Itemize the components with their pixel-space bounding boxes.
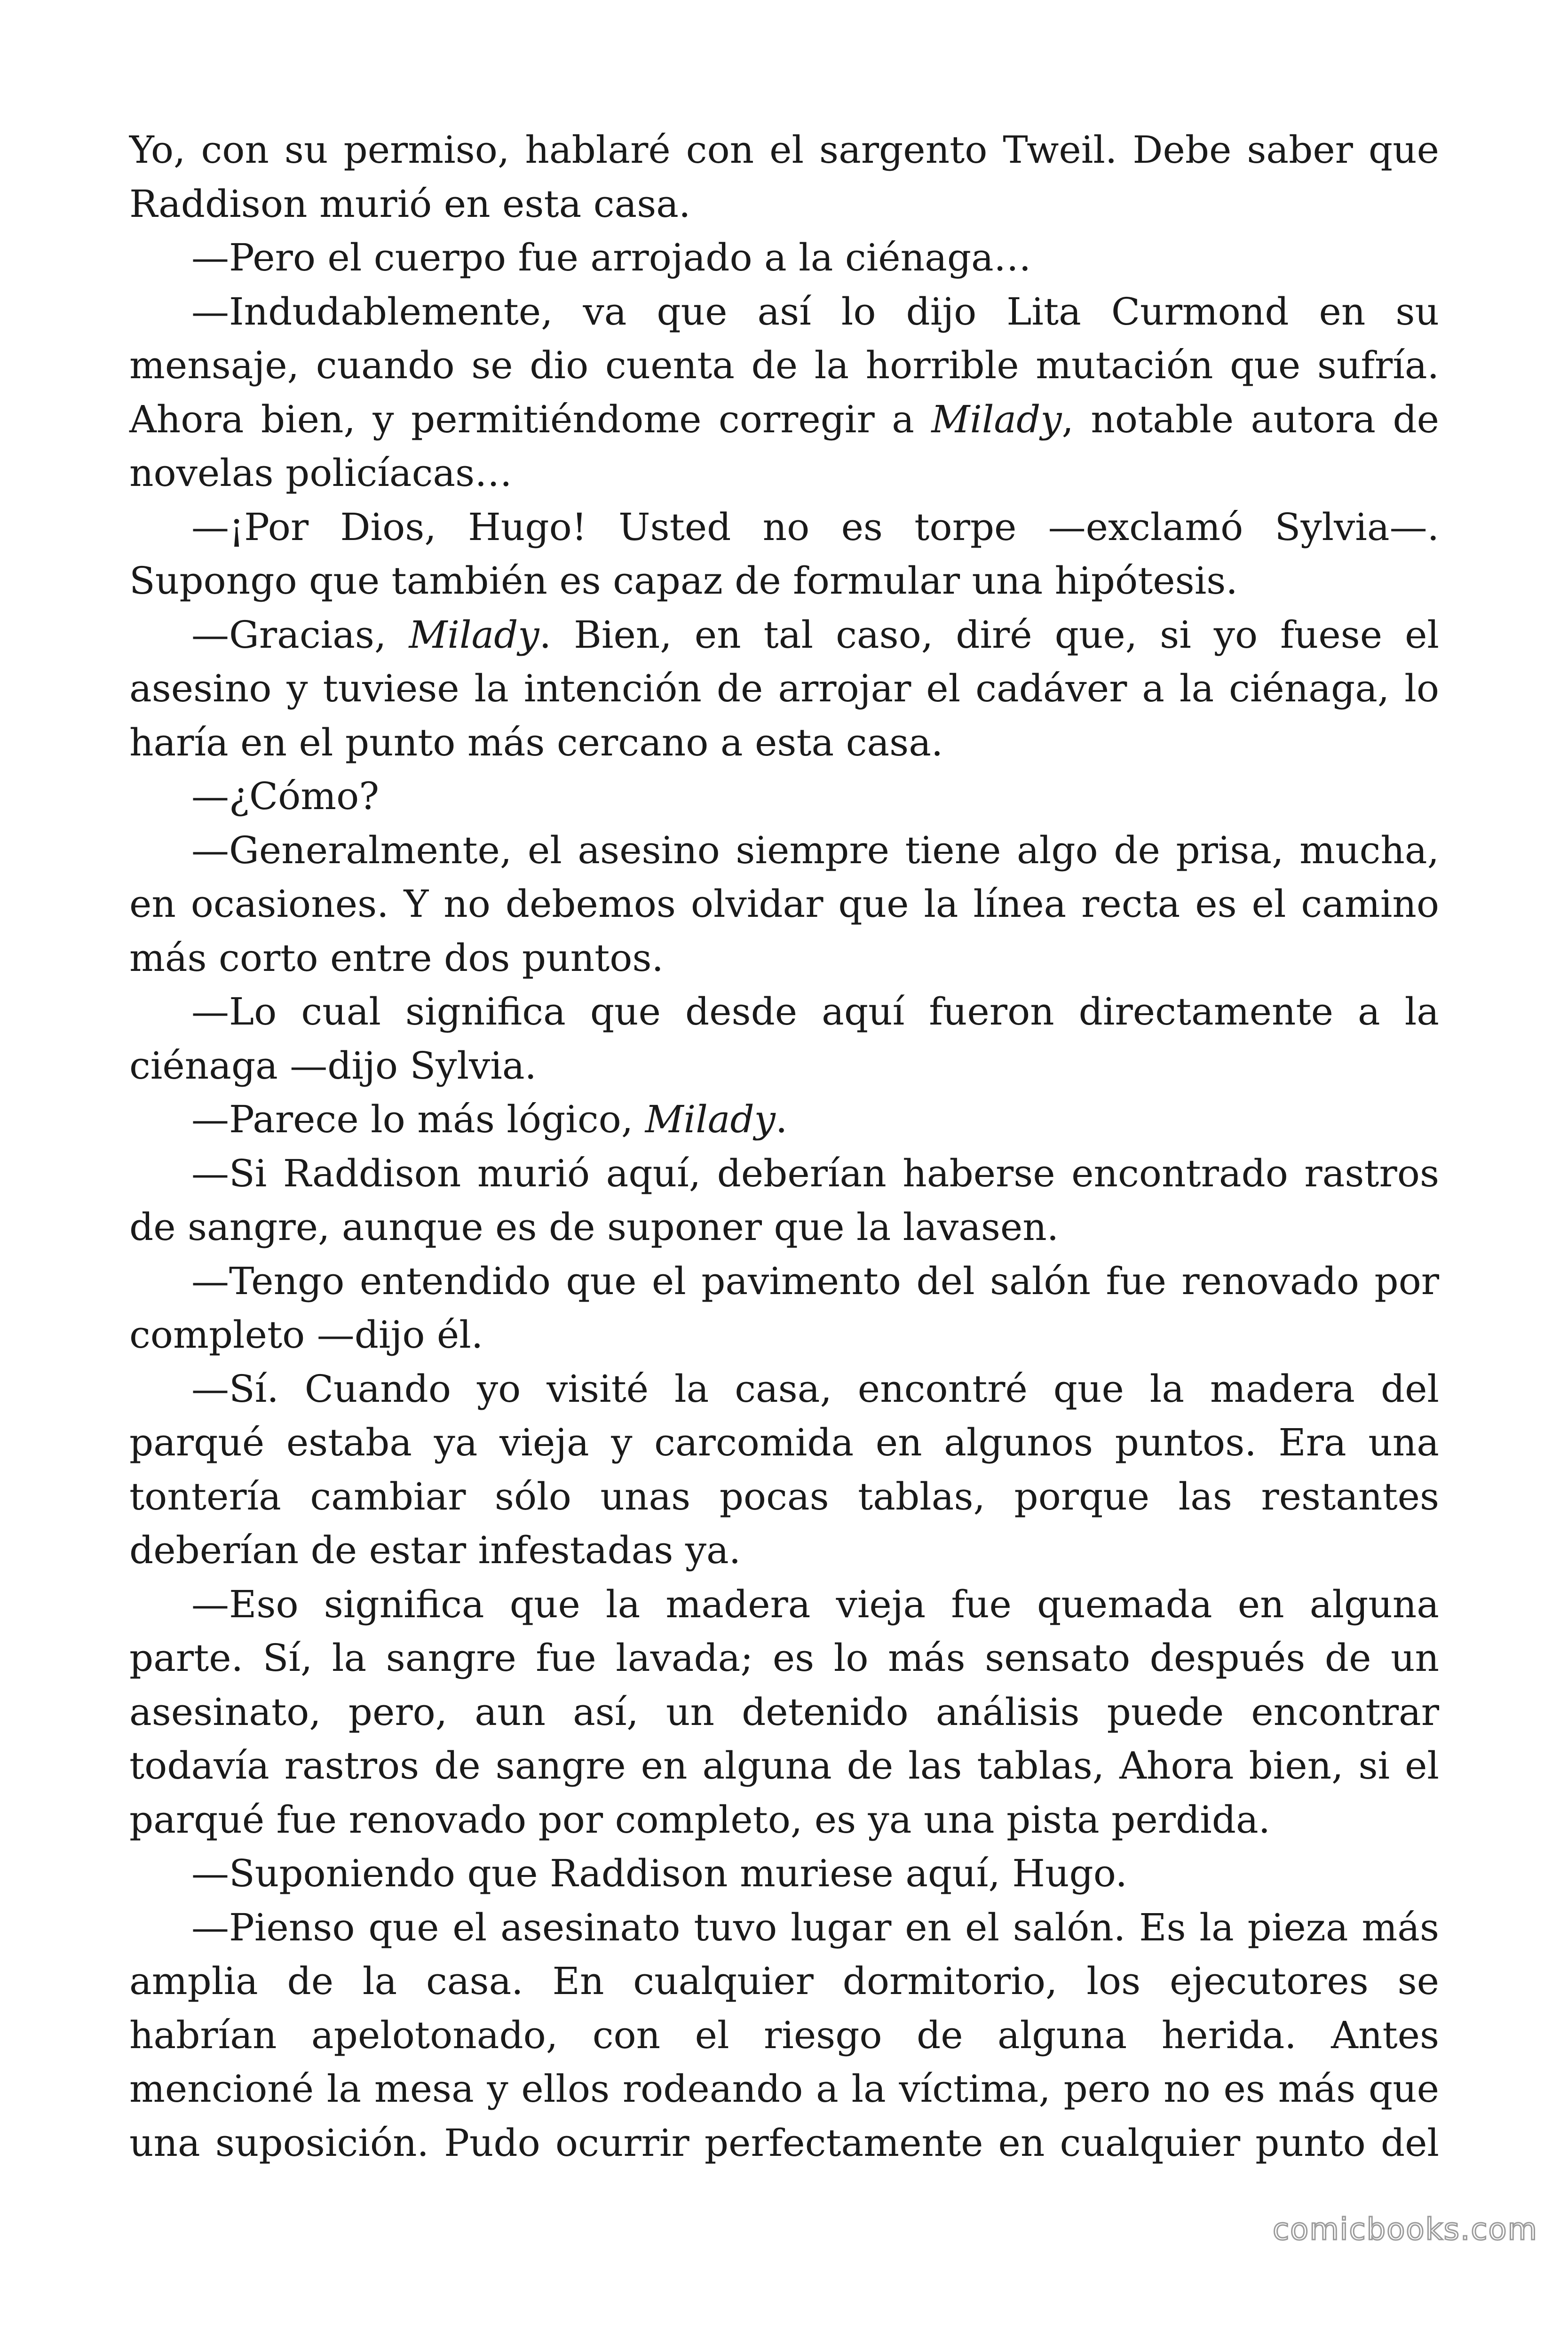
paragraph bbox=[129, 285, 1439, 501]
text-run: —¡Por Dios, Hugo! Usted no es torpe —exclamó Sylvia—. Supongo que también es capaz de formular una hipótesis. bbox=[129, 505, 1439, 603]
text-run: —Eso significa que la madera vieja fue quemada en alguna parte. Sí, la sangre fue lavada; es lo más sensato después de un asesinato, pero, aun así, un detenido análisis puede encontrar todavía rastros de sangre en alguna de las tablas, Ahora bien, si el parqué fue renovado por completo, es ya una pista perdida. bbox=[129, 1582, 1439, 1842]
text-run: —Pero el cuerpo fue arrojado a la ciénaga… bbox=[191, 236, 1031, 279]
paragraph bbox=[129, 824, 1439, 985]
body-text bbox=[129, 123, 1439, 2170]
text-run: . bbox=[775, 1097, 788, 1141]
watermark-text: comicbooks.com bbox=[1272, 2212, 1538, 2247]
paragraph bbox=[129, 501, 1439, 608]
text-run: —Tengo entendido que el pavimento del salón fue renovado por completo —dijo él. bbox=[129, 1259, 1439, 1357]
italic-text: Milady bbox=[931, 397, 1062, 441]
paragraph bbox=[129, 231, 1439, 285]
text-run: —Indudablemente, va que así lo dijo Lita Curmond en su mensaje, cuando se dio cuenta de la horrible mutación que sufría. Ahora bien, y permitiéndome corregir a bbox=[129, 289, 1439, 441]
paragraph bbox=[129, 985, 1439, 1093]
text-run: —Pienso que el asesinato tuvo lugar en el salón. Es la pieza más amplia de la casa. En cualquier dormitorio, los ejecutores se habrían apelotonado, con el riesgo de alguna herida. Antes mencioné la mesa y ellos rodeando a la víctima, pero no es más que una suposición. Pudo ocurrir perfectamente en cualquier punto del bbox=[129, 1905, 1439, 2165]
text-run: —Generalmente, el asesino siempre tiene algo de prisa, mucha, en ocasiones. Y no debemos olvidar que la línea recta es el camino más corto entre dos puntos. bbox=[129, 828, 1439, 980]
text-run: —Parece lo más lógico, bbox=[191, 1097, 645, 1141]
italic-text: Milady bbox=[409, 612, 539, 657]
paragraph bbox=[129, 123, 1439, 231]
text-run: —¿Cómo? bbox=[191, 774, 380, 818]
text-run: —Sí. Cuando yo visité la casa, encontré que la madera del parqué estaba ya vieja y carcomida en algunos puntos. Era una tontería cambiar sólo unas pocas tablas, porque las restantes deberían de estar infestadas ya. bbox=[129, 1367, 1439, 1572]
text-run: —Suponiendo que Raddison muriese aquí, Hugo. bbox=[191, 1851, 1127, 1895]
italic-text: Milady bbox=[645, 1097, 776, 1141]
text-run: . Bien, en tal caso, diré que, si yo fuese el asesino y tuviese la intención de arrojar el cadáver a la ciénaga, lo haría en el punto más cercano a esta casa. bbox=[129, 612, 1440, 764]
paragraph bbox=[129, 608, 1439, 770]
paragraph bbox=[129, 1362, 1439, 1578]
text-run: —Gracias, bbox=[191, 612, 409, 657]
paragraph bbox=[129, 1578, 1439, 1847]
text-run: —Lo cual significa que desde aquí fueron directamente a la ciénaga —dijo Sylvia. bbox=[129, 990, 1439, 1088]
paragraph bbox=[129, 1847, 1439, 1901]
paragraph bbox=[129, 770, 1439, 824]
paragraph bbox=[129, 1901, 1439, 2170]
text-run: Yo, con su permiso, hablaré con el sargento Tweil. Debe saber que Raddison murió en esta casa. bbox=[129, 128, 1439, 226]
paragraph bbox=[129, 1093, 1439, 1147]
paragraph bbox=[129, 1147, 1439, 1255]
text-run: , notable autora de novelas policíacas… bbox=[129, 397, 1440, 495]
text-run: —Si Raddison murió aquí, deberían haberse encontrado rastros de sangre, aunque es de suponer que la lavasen. bbox=[129, 1151, 1439, 1249]
paragraph bbox=[129, 1255, 1439, 1362]
